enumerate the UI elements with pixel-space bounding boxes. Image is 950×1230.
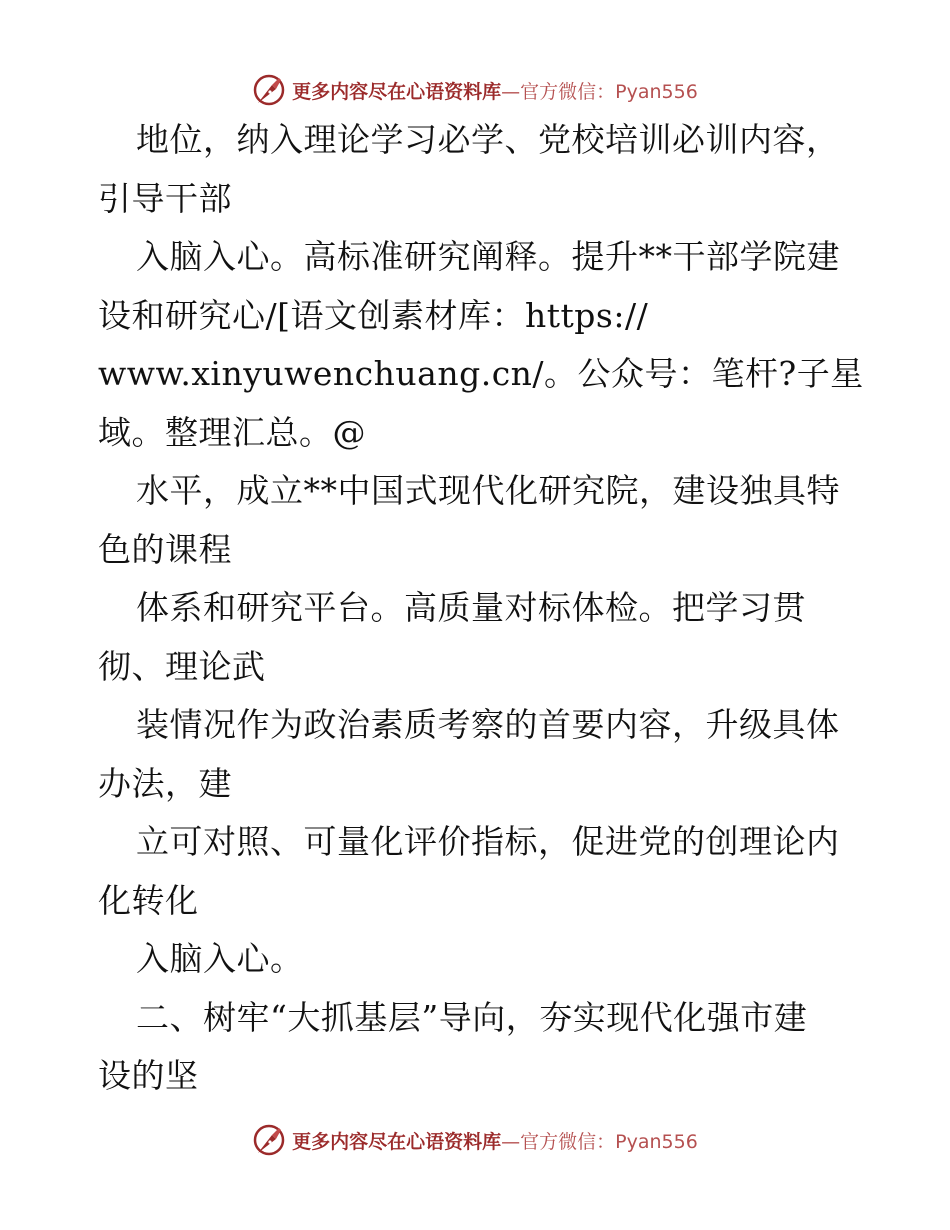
text-line: 装情况作为政治素质考察的首要内容，升级具体 — [136, 705, 840, 744]
watermark-text — [292, 1127, 698, 1154]
text-line: 体系和研究平台。高质量对标体检。把学习贯 — [136, 588, 806, 627]
text-line: 引导干部 — [98, 179, 232, 218]
text-line: 立可对照、可量化评价指标，促进党的创理论内 — [136, 822, 840, 861]
watermark-text — [292, 77, 698, 104]
header-watermark — [0, 70, 950, 110]
watermark-brand: 更多内容尽在心语资料库 — [292, 1130, 502, 1153]
text-line: 二、树牢“大抓基层”导向，夯实现代化强市建 — [136, 998, 808, 1037]
watermark-contact: —官方微信：Pyan556 — [501, 80, 698, 103]
watermark-brand: 更多内容尽在心语资料库 — [292, 80, 502, 103]
text-line: 色的课程 — [98, 530, 232, 569]
text-line: www.xinyuwenchuang.cn/。公众号：笔杆?子星 — [98, 354, 864, 393]
text-line: 彻、理论武 — [98, 647, 266, 686]
text-line: 地位，纳入理论学习必学、党校培训必训内容， — [136, 120, 840, 159]
text-line: 办法，建 — [98, 764, 232, 803]
text-line: 水平，成立**中国式现代化研究院，建设独具特 — [136, 471, 840, 510]
text-line: 设的坚 — [98, 1056, 199, 1095]
text-line: 入脑入心。高标准研究阐释。提升**干部学院建 — [136, 237, 840, 276]
fountain-pen-circle-logo — [252, 1123, 286, 1157]
watermark-contact: —官方微信：Pyan556 — [501, 1130, 698, 1153]
fountain-pen-circle-logo — [252, 73, 286, 107]
text-line: 化转化 — [98, 881, 199, 920]
text-line: 域。整理汇总。@ — [98, 413, 366, 452]
text-line: 入脑入心。 — [136, 939, 304, 978]
footer-watermark — [0, 1120, 950, 1160]
text-line: 设和研究心/[语文创素材库：https:// — [98, 296, 649, 335]
